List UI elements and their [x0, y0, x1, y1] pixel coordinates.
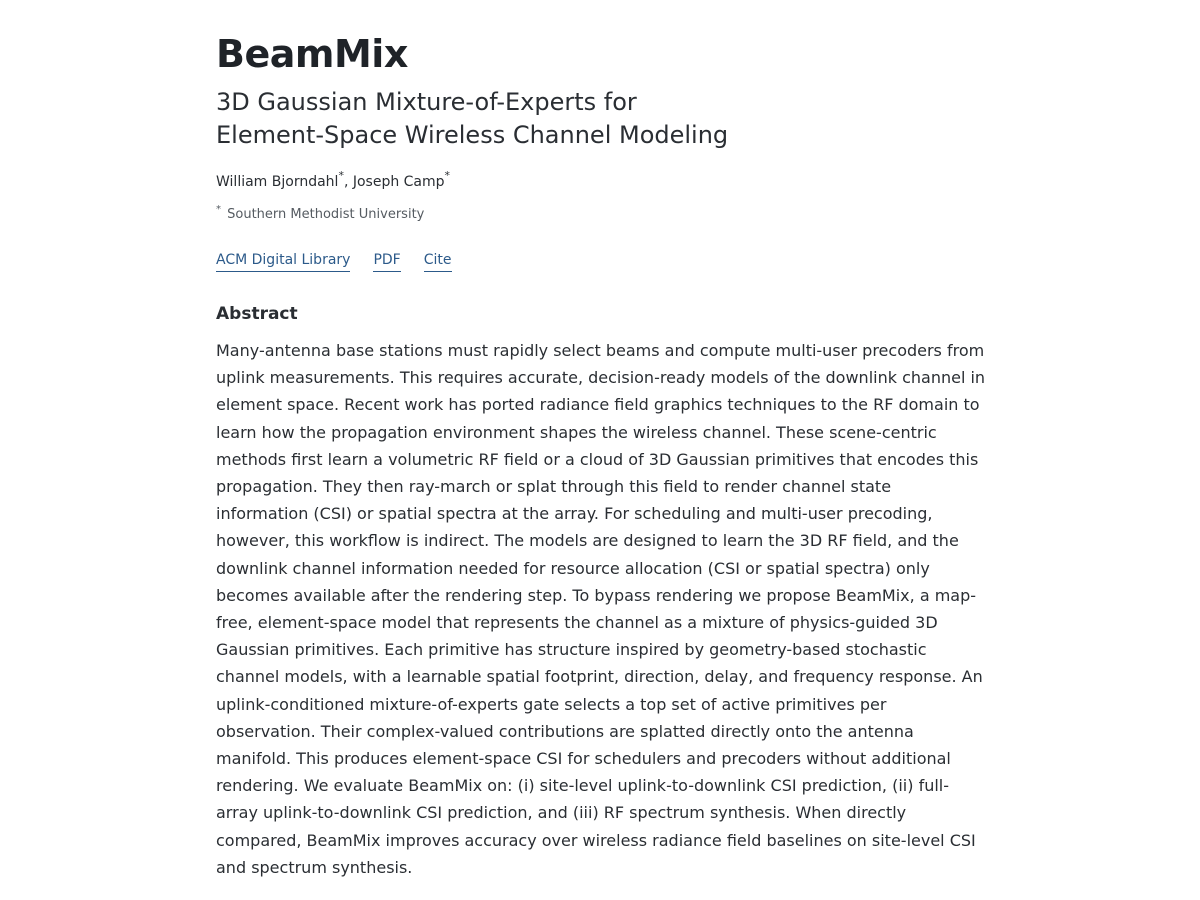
acm-digital-library-link[interactable]: ACM Digital Library [216, 250, 350, 272]
author-separator: , [343, 174, 353, 190]
author-name: William Bjorndahl [216, 174, 339, 190]
pdf-link[interactable]: PDF [373, 250, 400, 272]
subtitle-line-1: 3D Gaussian Mixture-of-Experts for [216, 88, 637, 116]
page-subtitle [216, 86, 986, 152]
affiliation-name: Southern Methodist University [227, 207, 425, 222]
paper-links [216, 250, 986, 272]
author-list [216, 169, 986, 192]
abstract-heading: Abstract [216, 304, 298, 324]
paper-page [216, 28, 986, 897]
cite-link[interactable]: Cite [424, 250, 452, 272]
affiliation-mark: * [216, 204, 221, 215]
author-affiliation-mark: * [338, 169, 344, 182]
abstract-text: Many-antenna base stations must rapidly select beams and compute multi-user precoders from uplink measurements. This requires accurate, decision-ready models of the downlink channel in element space. Recent work has ported radiance field graphics techniques to the RF domain to learn how the propagation environment shapes the wireless channel. These scene-centric methods first learn a volumetric RF field or a cloud of 3D Gaussian primitives that encodes this propagation. They then ray-march or splat through this field to render channel state information (CSI) or spatial spectra at the array. For scheduling and multi-user precoding, however, this workflow is indirect. The models are designed to learn the 3D RF field, and the downlink channel information needed for resource allocation (CSI or spatial spectra) only becomes available after the rendering step. To bypass rendering we propose BeamMix, a map-free, element-space model that represents the channel as a mixture of physics-guided 3D Gaussian primitives. Each primitive has structure inspired by geometry-based stochastic channel models, with a learnable spatial footprint, direction, delay, and frequency response. An uplink-conditioned mixture-of-experts gate selects a top set of active primitives per observation. Their complex-valued contributions are splatted directly onto the antenna manifold. This produces element-space CSI for schedulers and precoders without additional rendering. We evaluate BeamMix on: (i) site-level uplink-to-downlink CSI prediction, (ii) full-array uplink-to-downlink CSI prediction, and (iii) RF spectrum synthesis. When directly compared, BeamMix improves accuracy over wireless radiance field baselines on site-level CSI and spectrum synthesis. [216, 341, 986, 877]
subtitle-line-2: Element-Space Wireless Channel Modeling [216, 121, 729, 149]
affiliation [216, 206, 986, 224]
author-affiliation-mark: * [444, 169, 451, 182]
author-name: Joseph Camp [352, 174, 445, 190]
page-title: BeamMix [216, 32, 408, 76]
